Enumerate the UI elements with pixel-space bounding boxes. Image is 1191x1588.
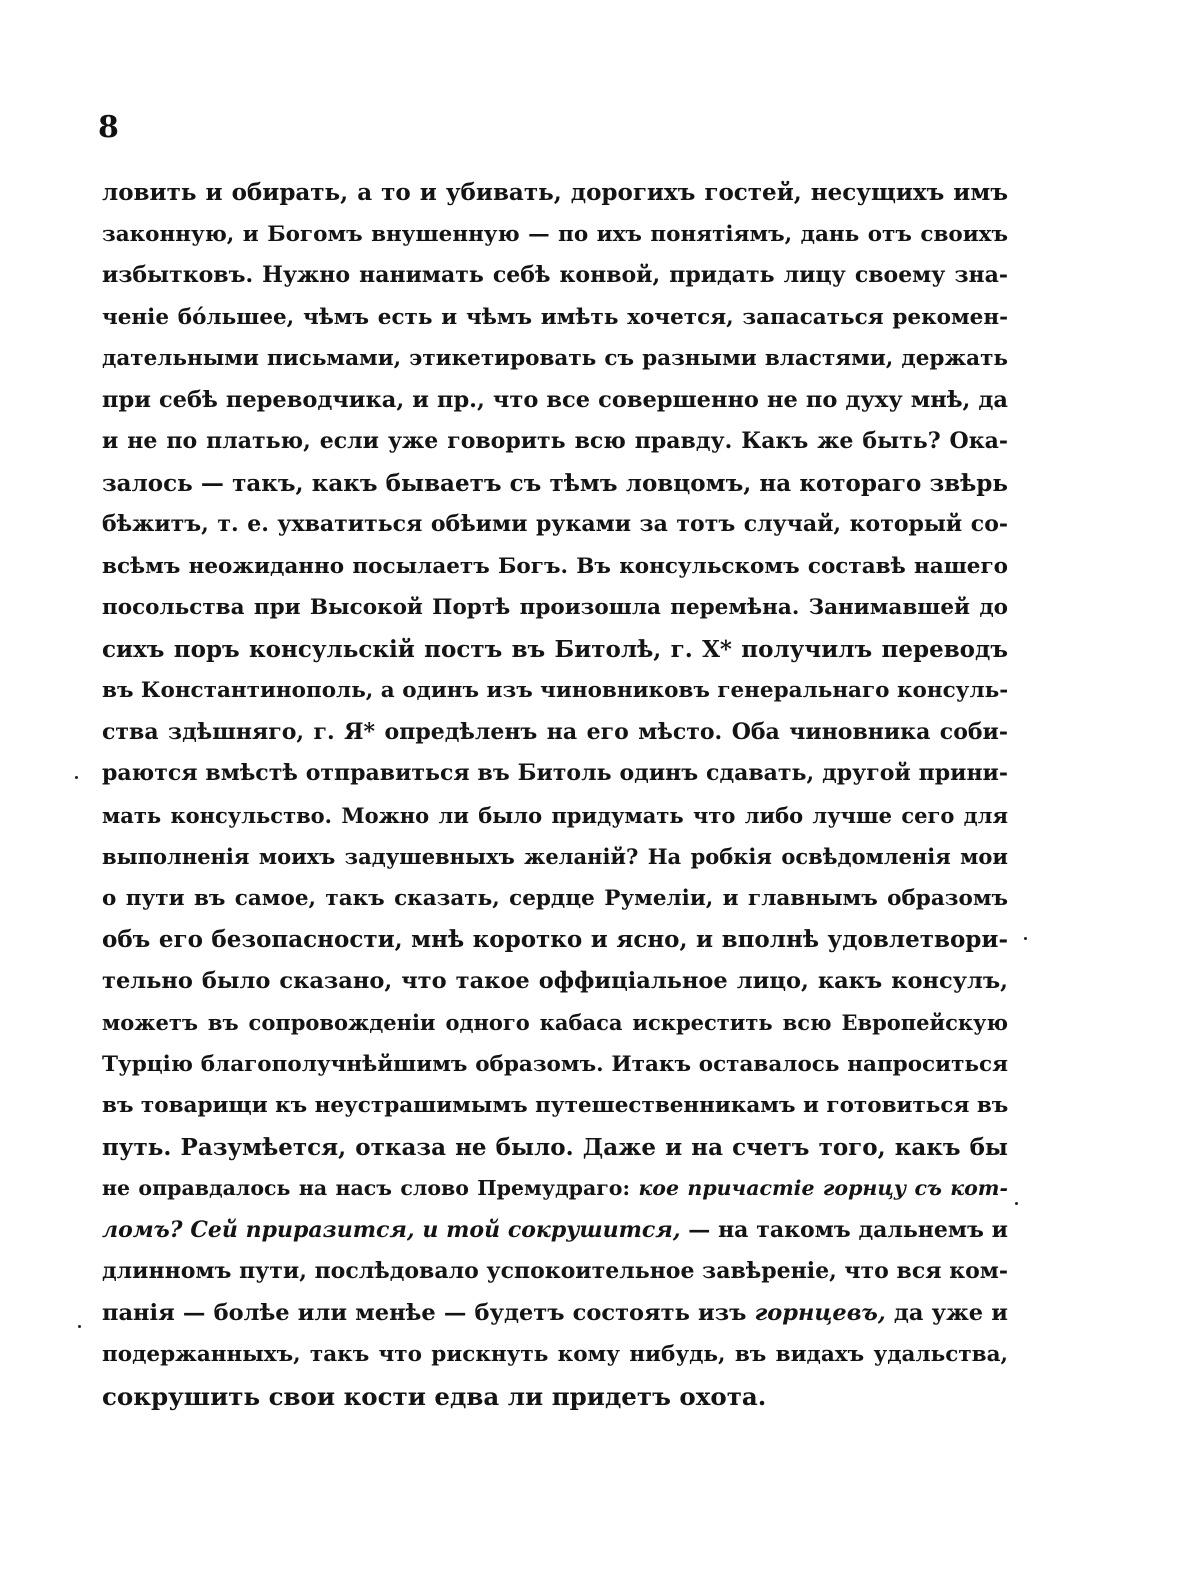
text-segment: панія — болѣе или менѣе — будетъ состоять изъ [102, 1299, 755, 1326]
text-segment: ченіе бо́льшее, чѣмъ есть и чѣмъ имѣть хочется, запасаться рекомен- [102, 304, 1008, 330]
print-speck [1015, 1202, 1018, 1205]
text-line [102, 1210, 1008, 1252]
text-line [102, 1085, 1008, 1127]
text-segment: — на такомъ дальнемъ и [680, 1216, 1008, 1243]
text-segment: и не по платью, если уже говорить всю правду. Какъ же быть? Ока- [102, 428, 1008, 454]
text-segment: бѣжитъ, т. е. ухватиться обѣими руками за тотъ случай, который со- [102, 511, 1008, 537]
print-speck [1024, 937, 1027, 940]
text-line [102, 380, 1008, 422]
text-line [102, 463, 1008, 505]
print-speck [78, 1325, 81, 1328]
text-segment: выполненія моихъ задушевныхъ желаній? На робкія освѣдомленія мои [102, 844, 1008, 869]
text-line [102, 670, 1008, 712]
text-line [102, 172, 1008, 214]
text-segment: можетъ въ сопровожденіи одного кабаса искрестить всю Европейскую [102, 1010, 1008, 1035]
text-line [102, 504, 1008, 546]
text-line [102, 1044, 1008, 1086]
text-segment: путь. Разумѣется, отказа не было. Даже и на счетъ того, какъ бы [102, 1133, 1008, 1161]
body-text [102, 172, 1008, 1417]
text-segment: не оправдалось на насъ слово Премудраго: [102, 1176, 639, 1200]
text-line [102, 1293, 1008, 1335]
text-segment: законную, и Богомъ внушенную — по ихъ понятіямъ, дань отъ своихъ [102, 221, 1008, 247]
text-segment: сихъ поръ консульскій постъ въ Битолѣ, г. Х* получилъ переводъ [102, 635, 1008, 663]
text-line [102, 1168, 1008, 1210]
italic-quote-segment: кое причастіе горнцу съ кот- [638, 1176, 1008, 1200]
text-line [102, 1002, 1008, 1044]
italic-quote-segment: горнцевъ, [754, 1299, 886, 1326]
text-segment: Турцію благополучнѣйшимъ образомъ. Итакъ оставалось напроситься [102, 1051, 1008, 1077]
page-number: 8 [98, 110, 119, 145]
text-segment: залось — такъ, какъ бываетъ съ тѣмъ ловцомъ, на котораго звѣрь [102, 469, 1008, 497]
text-line [102, 421, 1008, 463]
text-segment: длинномъ пути, послѣдовало успокоительное завѣреніе, что вся ком- [102, 1258, 1008, 1284]
text-line [102, 919, 1008, 961]
text-segment: о пути въ самое, такъ сказать, сердце Румеліи, и главнымъ образомъ [102, 885, 1008, 911]
text-segment: дательными письмами, этикетировать съ разными властями, держать [102, 346, 1008, 371]
text-line [102, 878, 1008, 920]
text-segment: въ товарищи къ неустрашимымъ путешественникамъ и готовиться въ [102, 1093, 1008, 1118]
text-line [102, 1251, 1008, 1293]
text-line [102, 836, 1008, 878]
text-line [102, 338, 1008, 380]
text-segment: тельно было сказано, что такое оффиціальное лицо, какъ консулъ, [102, 967, 1008, 994]
text-line [102, 297, 1008, 339]
text-line [102, 961, 1008, 1003]
text-line [102, 1376, 1008, 1418]
text-line [102, 1127, 1008, 1169]
text-segment: объ его безопасности, мнѣ коротко и ясно, и вполнѣ удовлетвори- [102, 926, 1008, 953]
text-segment: подержанныхъ, такъ что рискнуть кому нибудь, въ видахъ удальства, [102, 1342, 1008, 1367]
text-line [102, 712, 1008, 754]
text-line [102, 214, 1008, 256]
text-line [102, 546, 1008, 588]
text-line [102, 1334, 1008, 1376]
text-segment: раются вмѣстѣ отправиться въ Битоль одинъ сдавать, другой прини- [102, 760, 1008, 786]
text-segment: избытковъ. Нужно нанимать себѣ конвой, придать лицу своему зна- [102, 262, 1008, 288]
text-segment: посольства при Высокой Портѣ произошла перемѣна. Занимавшей до [102, 595, 1008, 620]
text-line [102, 629, 1008, 671]
text-line [102, 587, 1008, 629]
text-segment: въ Константинополь, а одинъ изъ чиновниковъ генеральнаго консуль- [102, 678, 1008, 703]
text-segment: ства здѣшняго, г. Я* опредѣленъ на его мѣсто. Оба чиновника соби- [102, 718, 1008, 745]
text-segment: да уже и [885, 1299, 1008, 1326]
text-segment: при себѣ переводчика, и пр., что все совершенно не по духу мнѣ, да [102, 386, 1008, 413]
text-segment: мать консульство. Можно ли было придумать что либо лучше сего для [102, 802, 1008, 828]
text-segment: сокрушить свои кости едва ли придетъ охота. [102, 1381, 767, 1411]
print-speck [75, 776, 78, 779]
text-segment: ловить и обирать, а то и убивать, дорогихъ гостей, несущихъ имъ [102, 179, 1008, 206]
text-segment: всѣмъ неожиданно посылаетъ Богъ. Въ консульскомъ составѣ нашего [102, 553, 1008, 579]
text-line [102, 795, 1008, 837]
italic-quote-segment: ломъ? Сей приразится, и той сокрушится, [102, 1216, 681, 1243]
text-line [102, 753, 1008, 795]
text-line [102, 255, 1008, 297]
